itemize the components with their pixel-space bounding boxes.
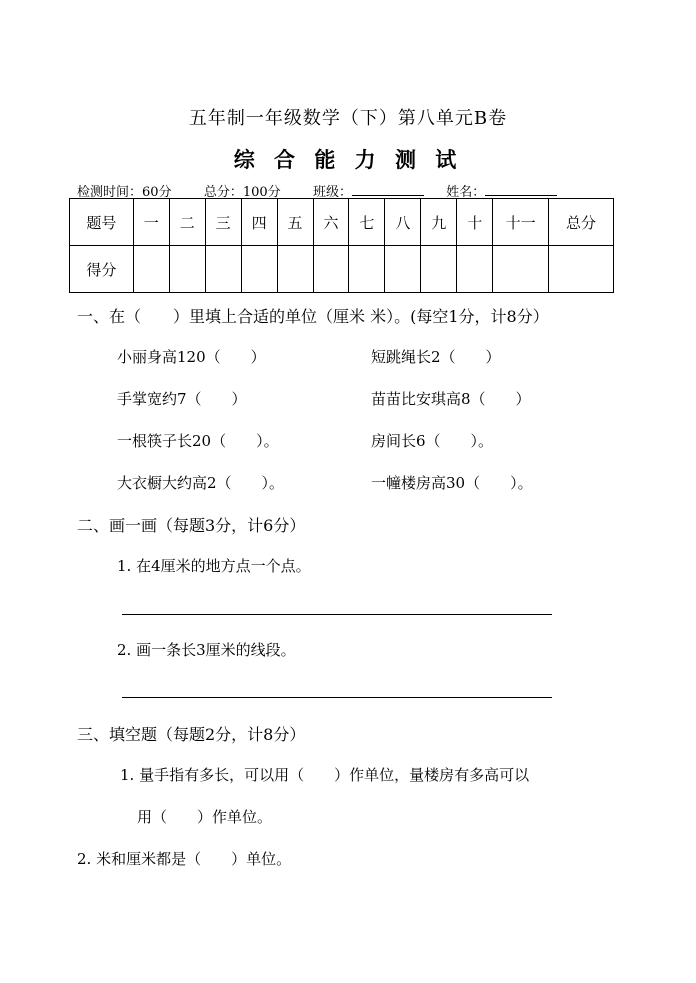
name-label: 姓名：: [446, 185, 486, 200]
section1-item[interactable]: 一根筷子长20（ ）。: [117, 432, 279, 450]
section1-item[interactable]: 苗苗比安琪高8（ ）: [371, 390, 531, 408]
header-cell: 九: [421, 199, 457, 246]
score-cell[interactable]: [349, 246, 385, 293]
score-table-header-row: [70, 199, 614, 246]
section3-question-2[interactable]: 2. 米和厘米都是（ ）单位。: [77, 850, 292, 868]
score-cell[interactable]: [549, 246, 614, 293]
name-blank[interactable]: [485, 183, 557, 196]
section1-item[interactable]: 房间长6（ ）。: [371, 432, 494, 450]
section1-item[interactable]: 大衣橱大约高2（ ）。: [117, 474, 285, 492]
header-cell: 题号: [70, 199, 134, 246]
section1-item[interactable]: 一幢楼房高30（ ）。: [371, 474, 533, 492]
section2-question-2: 2. 画一条长3厘米的线段。: [117, 641, 296, 659]
score-cell[interactable]: [313, 246, 349, 293]
score-cell[interactable]: [493, 246, 549, 293]
drawing-line-1[interactable]: [122, 614, 552, 615]
exam-total-score: 总分：100分: [203, 185, 281, 200]
section1-item[interactable]: 小丽身高120（ ）: [117, 348, 266, 366]
score-cell[interactable]: [241, 246, 277, 293]
header-cell: 总分: [549, 199, 614, 246]
score-cell[interactable]: [277, 246, 313, 293]
score-cell[interactable]: [169, 246, 205, 293]
score-cell[interactable]: [205, 246, 241, 293]
class-label: 班级：: [312, 185, 352, 200]
score-cell[interactable]: [457, 246, 493, 293]
section1-item[interactable]: 短跳绳长2（ ）: [371, 348, 501, 366]
header-cell: 四: [241, 199, 277, 246]
header-cell: 三: [205, 199, 241, 246]
section3-question-1-line1[interactable]: 1. 量手指有多长，可以用（ ）作单位，量楼房有多高可以: [120, 766, 530, 784]
paper-subtitle: 综 合 能 力 测 试: [233, 147, 463, 172]
section3-title: 三、填空题（每题2分，计8分）: [77, 725, 306, 744]
score-row-label: 得分: [70, 246, 134, 293]
exam-time: 检测时间：60分: [77, 185, 172, 200]
header-cell: 六: [313, 199, 349, 246]
score-table-score-row: [70, 246, 614, 293]
header-cell: 八: [385, 199, 421, 246]
score-table: [69, 198, 614, 293]
header-cell: 二: [169, 199, 205, 246]
section1-title: 一、在（ ）里填上合适的单位（厘米 米）。(每空1分，计8分）: [77, 307, 549, 326]
drawing-line-2[interactable]: [122, 697, 552, 698]
section2-question-1: 1. 在4厘米的地方点一个点。: [117, 557, 311, 575]
header-cell: 五: [277, 199, 313, 246]
paper-title: 五年制一年级数学（下）第八单元B卷: [188, 108, 508, 129]
header-cell: 十一: [493, 199, 549, 246]
header-cell: 一: [133, 199, 169, 246]
section3-question-1-line2[interactable]: 用（ ）作单位。: [137, 808, 273, 826]
score-cell[interactable]: [385, 246, 421, 293]
header-cell: 十: [457, 199, 493, 246]
header-cell: 七: [349, 199, 385, 246]
section2-title: 二、画一画（每题3分，计6分）: [77, 516, 306, 535]
score-cell[interactable]: [133, 246, 169, 293]
class-blank[interactable]: [352, 183, 424, 196]
section1-item[interactable]: 手掌宽约7（ ）: [117, 390, 247, 408]
score-cell[interactable]: [421, 246, 457, 293]
